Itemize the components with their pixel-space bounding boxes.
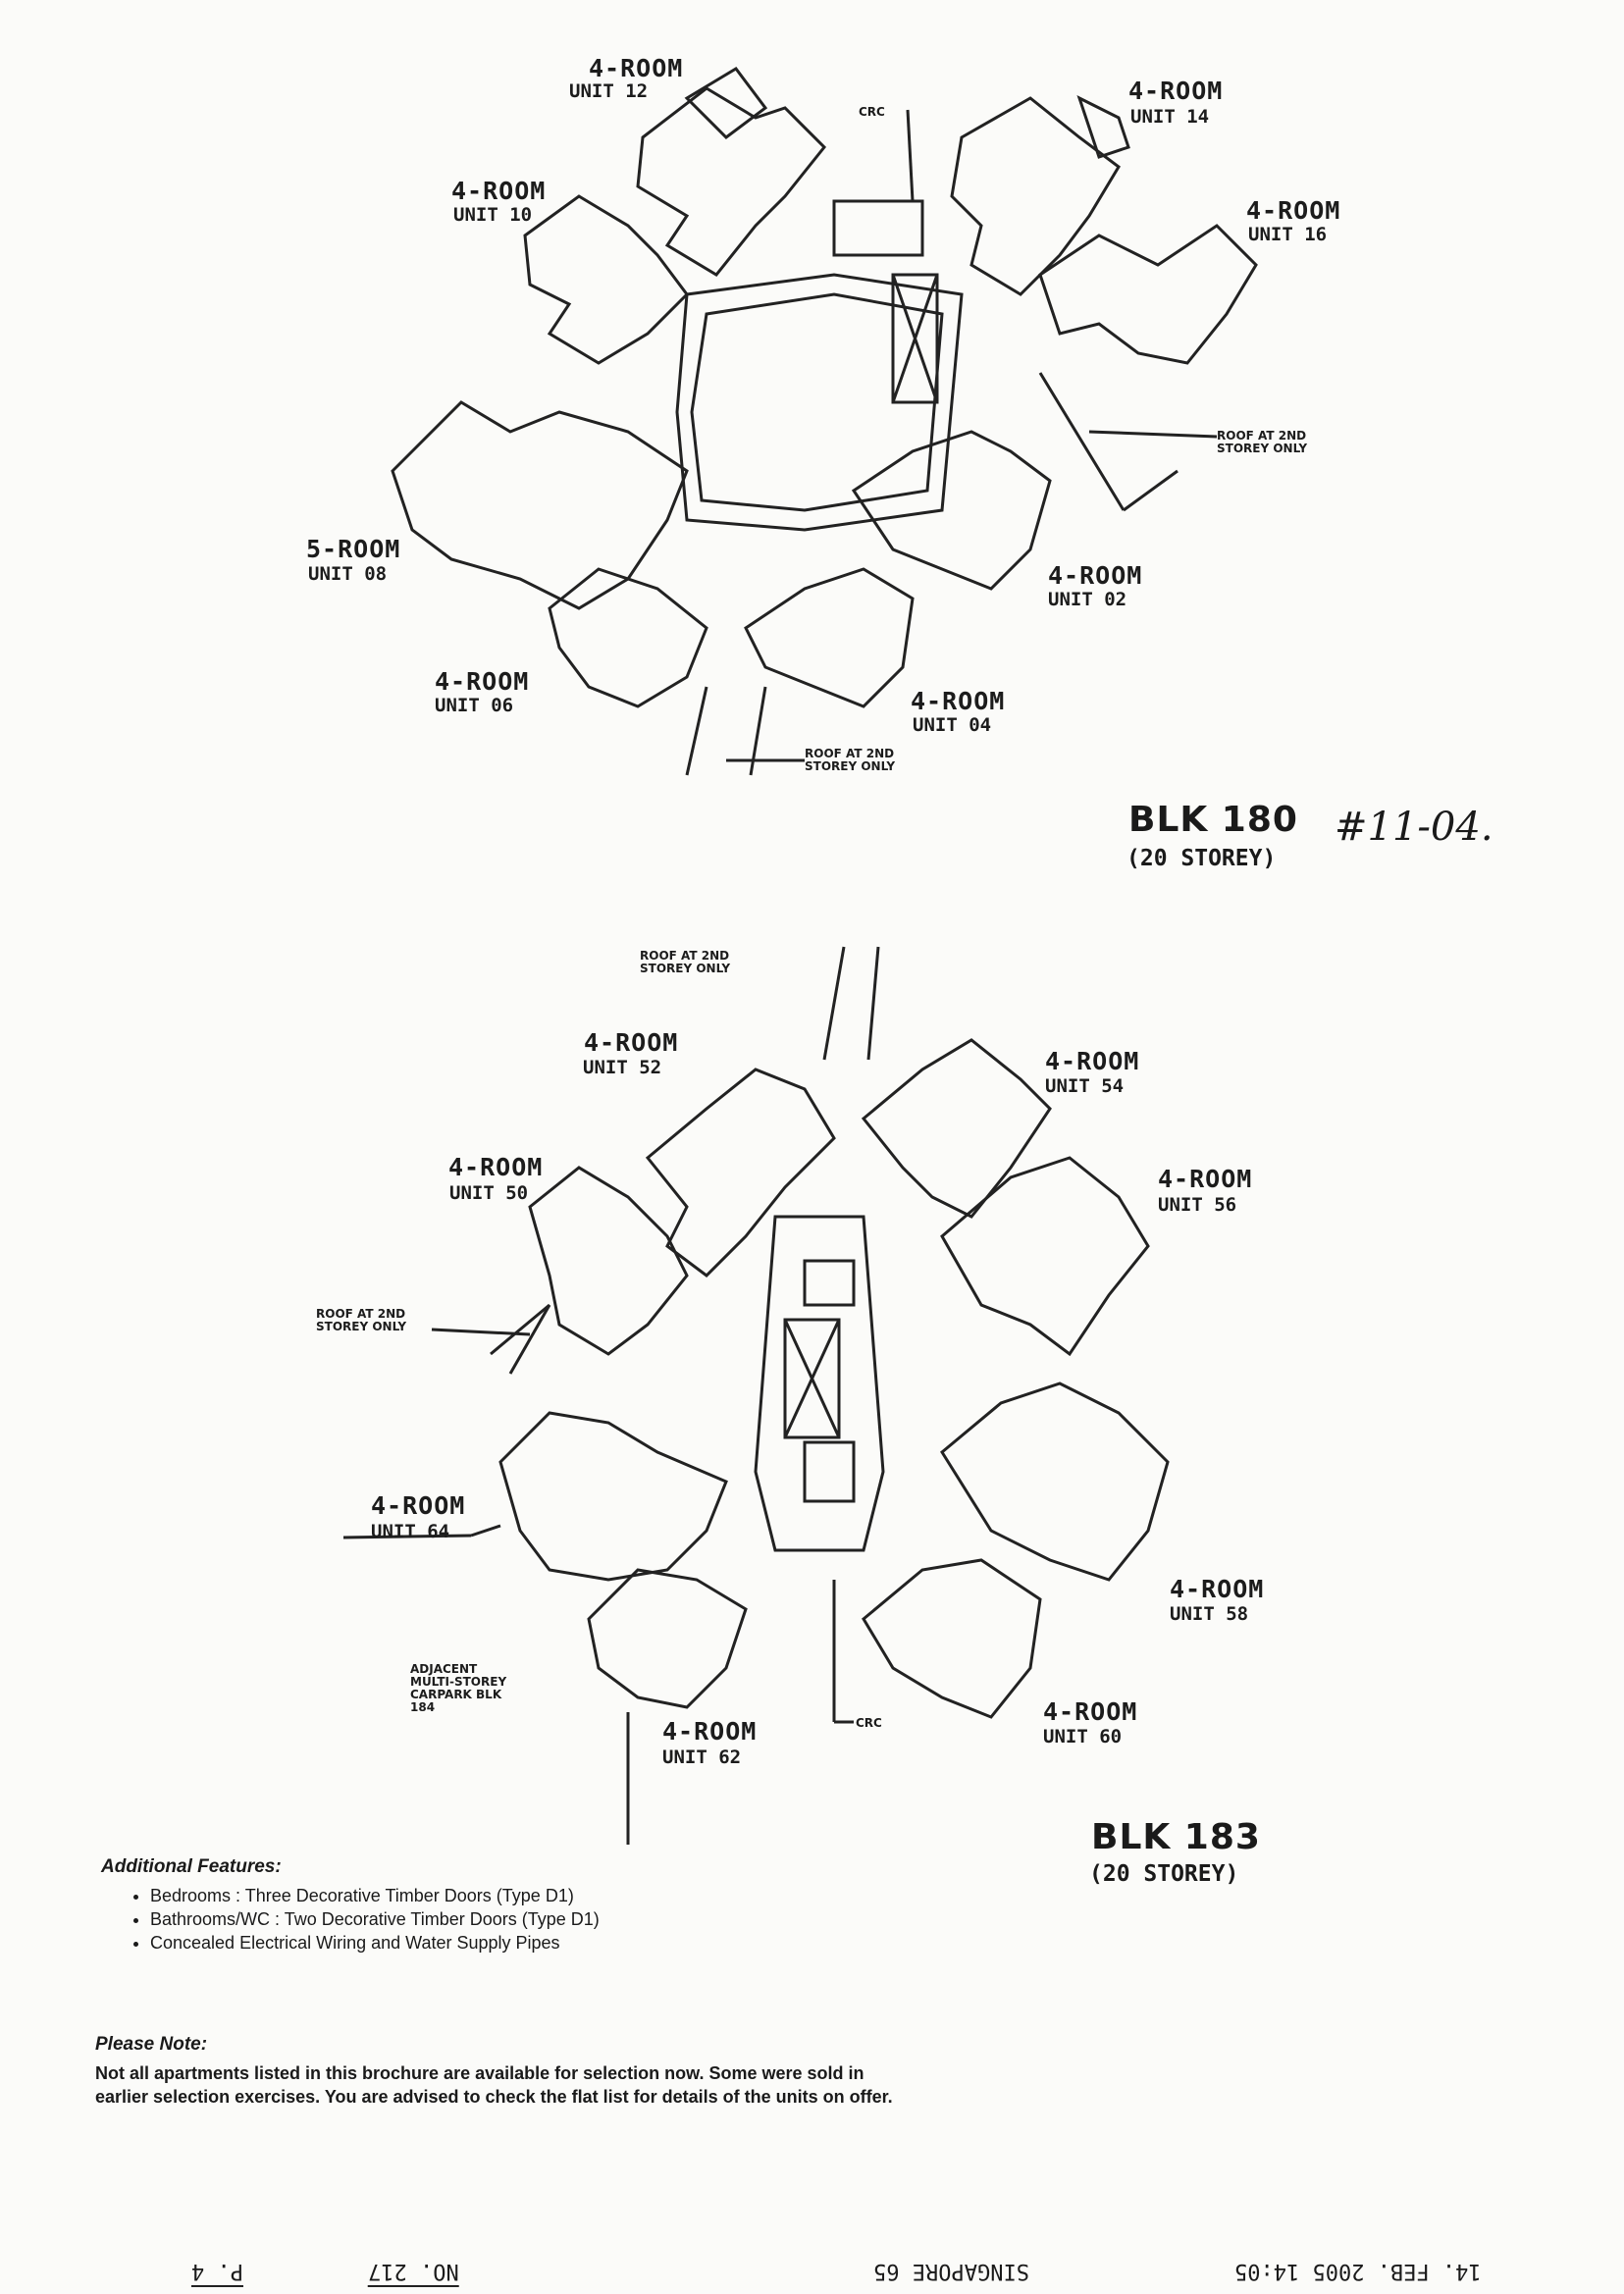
unit-64-label: UNIT 64	[371, 1521, 450, 1542]
unit-02-room-type: 4-ROOM	[1048, 561, 1143, 590]
unit-08-room-type: 5-ROOM	[306, 535, 401, 563]
unit-54-label: UNIT 54	[1045, 1075, 1125, 1097]
unit-56-label: UNIT 56	[1158, 1194, 1237, 1216]
unit-58-label: UNIT 58	[1170, 1603, 1249, 1625]
fax-number: NO. 217	[368, 2259, 459, 2287]
unit-60-room-type: 4-ROOM	[1043, 1697, 1138, 1726]
please-note-line: earlier selection exercises. You are advised to check the flat list for details of the units on offer.	[95, 2087, 893, 2107]
feature-item: • Concealed Electrical Wiring and Water Supply Pipes	[150, 1931, 788, 1955]
unit-50-label: UNIT 50	[449, 1182, 529, 1204]
unit-02-label: UNIT 02	[1048, 589, 1127, 610]
handwritten-unit-note: #11-04.	[1335, 805, 1493, 850]
roof-annotation-180-south: ROOF AT 2ND STOREY ONLY	[805, 747, 896, 773]
unit-06-room-type: 4-ROOM	[435, 667, 530, 696]
unit-50-room-type: 4-ROOM	[448, 1153, 544, 1181]
carpark-annotation: ADJACENT MULTI-STOREY CARPARK BLK 184	[410, 1662, 507, 1714]
blk-180-storey: (20 STOREY)	[1126, 846, 1277, 871]
unit-04-label: UNIT 04	[913, 714, 992, 736]
unit-14-label: UNIT 14	[1130, 106, 1210, 128]
fax-date-time: 14. FEB. 2005 14:05	[1234, 2259, 1482, 2283]
unit-06-label: UNIT 06	[435, 695, 514, 716]
fax-location: SINGAPORE 65	[873, 2259, 1029, 2283]
crc-annotation-183: CRC	[856, 1716, 882, 1730]
additional-features	[101, 1856, 788, 1955]
additional-features-list	[101, 1884, 788, 1955]
unit-08-label: UNIT 08	[308, 563, 388, 585]
unit-62-room-type: 4-ROOM	[662, 1717, 758, 1746]
please-note-line: Not all apartments listed in this brochure are available for selection now. Some were sold in	[95, 2063, 864, 2083]
roof-annotation-183-north: ROOF AT 2ND STOREY ONLY	[640, 949, 731, 975]
unit-54-room-type: 4-ROOM	[1045, 1047, 1140, 1075]
unit-16-label: UNIT 16	[1248, 224, 1328, 245]
unit-58-room-type: 4-ROOM	[1170, 1575, 1265, 1603]
unit-14-room-type: 4-ROOM	[1128, 77, 1224, 105]
feature-item: • Bathrooms/WC : Two Decorative Timber Doors (Type D1)	[150, 1907, 788, 1931]
roof-annotation-183-west: ROOF AT 2ND STOREY ONLY	[316, 1307, 407, 1333]
unit-12-label: UNIT 12	[569, 80, 649, 102]
roof-annotation-180-east: ROOF AT 2ND STOREY ONLY	[1217, 429, 1308, 455]
unit-52-room-type: 4-ROOM	[584, 1028, 679, 1057]
unit-16-room-type: 4-ROOM	[1246, 196, 1341, 225]
unit-12-room-type: 4-ROOM	[589, 54, 684, 82]
unit-60-label: UNIT 60	[1043, 1726, 1123, 1747]
unit-52-label: UNIT 52	[583, 1057, 662, 1078]
fax-header-rule	[0, 2242, 1624, 2244]
unit-62-label: UNIT 62	[662, 1747, 742, 1768]
feature-item: • Bedrooms : Three Decorative Timber Doors (Type D1)	[150, 1884, 788, 1907]
crc-annotation-180: CRC	[859, 105, 885, 119]
blk-183-storey: (20 STOREY)	[1089, 1861, 1239, 1887]
please-note-heading: Please Note:	[95, 2034, 208, 2055]
blk-183-title: BLK 183	[1091, 1817, 1261, 1857]
unit-04-room-type: 4-ROOM	[911, 687, 1006, 715]
unit-10-room-type: 4-ROOM	[451, 177, 547, 205]
additional-features-heading: Additional Features:	[101, 1856, 282, 1877]
unit-56-room-type: 4-ROOM	[1158, 1165, 1253, 1193]
fax-page: P. 4	[191, 2259, 243, 2287]
unit-64-room-type: 4-ROOM	[371, 1491, 466, 1520]
unit-10-label: UNIT 10	[453, 204, 533, 226]
please-note	[95, 2034, 1076, 2109]
blk-180-title: BLK 180	[1128, 800, 1298, 840]
